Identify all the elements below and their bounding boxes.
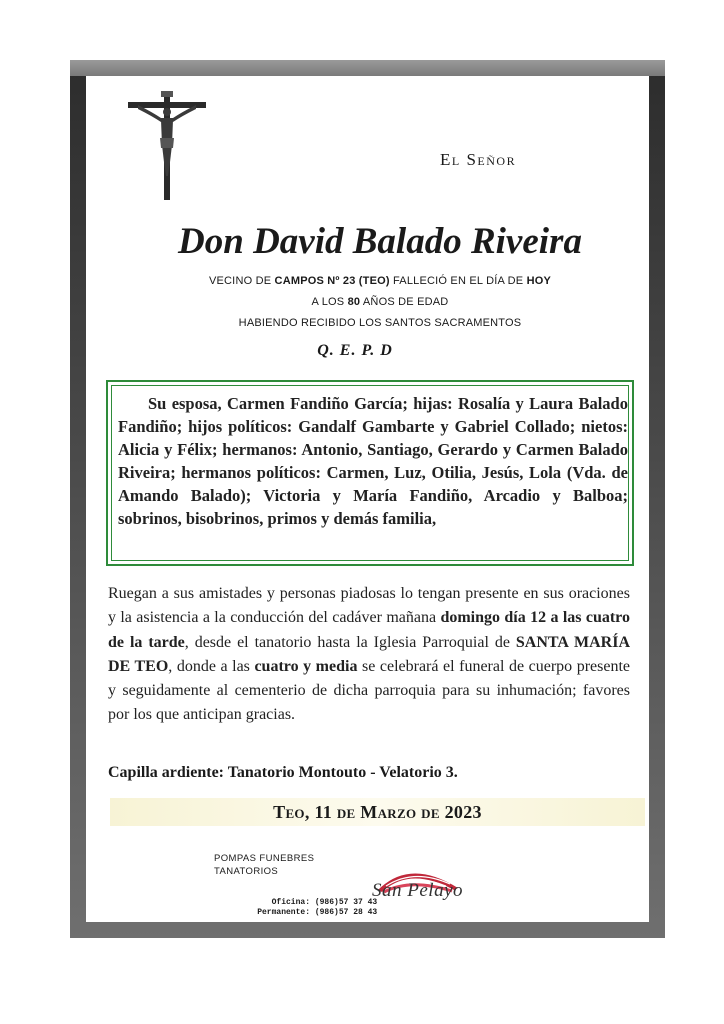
residence-line: VECINO DE CAMPOS Nº 23 (TEO) FALLECIÓ EN EL DÍA DE HOY [208,275,552,287]
family-box [106,380,634,566]
title-el-senor: El Señor [440,150,517,169]
notice-date: Teo, 11 de Marzo de 2023 [273,802,482,822]
family-text: Su esposa, Carmen Fandiño García; hijas: Rosalía y Laura Balado Fandiño; hijos políticos: Gandalf Gambarte y Gabriel Collado; nietos: Alicia y Félix; hermanos: Antonio, Santiago, Gerardo y Carmen Balado Riveira; hermanos políticos: Carmen, Luz, Otilia, Jesús, Lola (Vda. de Amando Balado); Victoria y María Fandiño, Arcadio y Balboa; sobrinos, bisobrinos, primos y demás familia, [118,394,628,528]
crucifix-icon [128,90,206,202]
qepd-mark: Q. E. P. D [317,342,393,359]
sacraments-line: HABIENDO RECIBIDO LOS SANTOS SACRAMENTOS [238,317,522,329]
age-line: A LOS 80 AÑOS DE EDAD [311,296,449,308]
logo-text: San Pelayo [372,880,464,901]
funeral-home-label: POMPAS FUNEBRES TANATORIOS [214,853,315,877]
deceased-name: Don David Balado Riveira [178,221,582,262]
funeral-details: Ruegan a sus amistades y personas piadosas lo tengan presente en sus oraciones y la asistencia a la conducción del cadáver mañana domingo día 12 a las cuatro de la tarde, desde el tanatorio hasta la Iglesia Parroquial de SANTA MARÍA DE TEO, donde a las cuatro y media se celebrará el funeral de cuerpo presente y seguidamente al cementerio de dicha parroquia para su inhumación; favores por los que anticipan gracias. [108,585,631,724]
capilla-ardiente: Capilla ardiente: Tanatorio Montouto - Velatorio 3. [108,764,458,781]
contact-phones: Oficina: (986)57 37 43 Permanente: (986)57 28 43 [257,898,378,917]
